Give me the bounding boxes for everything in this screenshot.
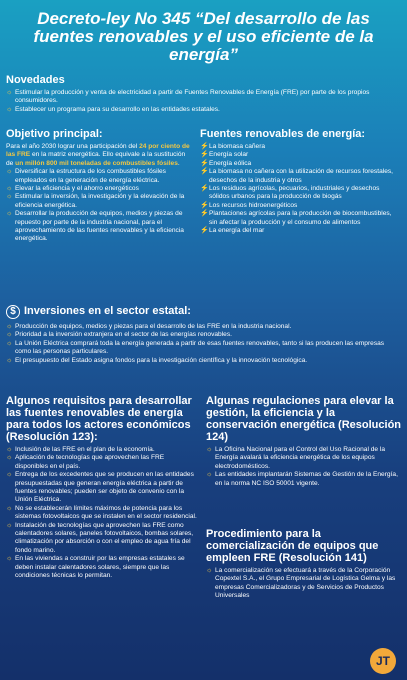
list-item: ☼ Entrega de los excedentes que se producen en las entidades presupuestadas que generan energía eléctrica a partir de fuentes renovables; pueden ser objeto de convenio con la Unión Eléctrica.	[6, 471, 198, 505]
procedimiento-section	[206, 528, 401, 601]
list-item: ⚡ Plantaciones agrícolas para la producción de biocombustibles, sin afectar la producción y el consumo de alimentos	[200, 210, 401, 227]
list-item: ⚡ La energía del mar	[200, 227, 401, 235]
list-item: ⚡ La biomasa no cañera con la utilización de recursos forestales, desechos de la industria y otros	[200, 168, 401, 185]
list-item: ☼ Prioridad a la inversión extranjera en el sector de las energías renovables.	[6, 331, 401, 339]
list-item: ☼ Desarrollar la producción de equipos, medios y piezas de repuesto por parte de la industria nacional, para el aprovechamiento de las fuentes renovables y la eficiencia energética.	[6, 210, 194, 244]
list-item: ☼ Elevar la eficiencia y el ahorro energéticos	[6, 185, 194, 193]
list-item: ☼ Aplicación de tecnologías que aprovechen las FRE disponibles en el país.	[6, 454, 198, 471]
regulaciones-section	[206, 395, 401, 488]
list-item: ☼ En las viviendas a construir por las empresas estatales se deben instalar calentadores solares, siempre que las condiciones técnicas lo permitan.	[6, 555, 198, 580]
text: .	[177, 159, 180, 167]
list-item: ☼ No se establecerán límites máximos de potencia para los sistemas fotovoltaicos que se instalen en el sector residencial.	[6, 505, 198, 522]
list-item: ☼ La comercialización se efectuará a través de la Corporación Copextel S.A., el Grupo Empresarial de Logística Gelma y las empresas Comercializadoras y de Servicios de Productos Universales	[206, 567, 401, 601]
procedimiento-heading: Procedimiento para la comercialización de equipos que empleen FRE (Resolución 141)	[206, 528, 379, 564]
highlight: un millón 800 mil toneladas de combustibles fósiles	[15, 159, 178, 167]
list-item: ☼ La Unión Eléctrica comprará toda la energía generada a partir de esas fuentes renovables, tanto si las producen las empresas como las personas particulares.	[6, 340, 401, 357]
requisitos-heading: Algunos requisitos para desarrollar las fuentes renovables de energía para todos los actores económicos (Resolución 123):	[6, 395, 192, 443]
objetivo-heading: Objetivo principal:	[6, 128, 103, 140]
list-item: ⚡ Energía solar	[200, 151, 401, 159]
inversiones-section	[6, 303, 401, 365]
inversiones-heading	[6, 305, 401, 319]
list-item: ☼ Las entidades implantarán Sistemas de Gestión de la Energía, en la norma NC ISO 50001 vigente.	[206, 471, 401, 488]
list-item: ⚡ Energía eólica	[200, 160, 401, 168]
list-item: ⚡ Los residuos agrícolas, pecuarios, industriales y desechos sólidos urbanos para la producción de biogás	[200, 185, 401, 202]
regulaciones-heading: Algunas regulaciones para elevar la gestión, la eficiencia y la conservación energética (Resolución 124)	[206, 395, 402, 443]
list-item: ☼ La Oficina Nacional para el Control del Uso Racional de la Energía avalará la eficiencia energética de los equipos electrodomésticos.	[206, 446, 401, 471]
list-item: ☼ Diversificar la estructura de los combustibles fósiles empleados en la generación de energía eléctrica.	[6, 168, 194, 185]
list-item: ☼ Estimular la producción y venta de electricidad a partir de Fuentes Renovables de Energía (FRE) por parte de los propios consumidores.	[6, 89, 401, 106]
requisitos-section	[6, 395, 198, 581]
list-item: ☼ Producción de equipos, medios y piezas para el desarrollo de las FRE en la industria nacional.	[6, 323, 401, 331]
fuentes-heading: Fuentes renovables de energía:	[200, 128, 366, 140]
logo: JT	[370, 648, 396, 674]
objetivo-section	[6, 128, 194, 244]
page-title: Decreto-ley No 345 “Del desarrollo de las fuentes renovables y el uso eficiente de la energía”	[33, 9, 374, 64]
text: en la matriz energética. Ello equivale a la sustitución de	[6, 151, 186, 167]
list-item: ☼ Instalación de tecnologías que aprovechen las FRE como calentadores solares, paneles fotovoltaicos, bombas solares, climatización por absorción o con el empleo de agua fría del fondo marino.	[6, 522, 198, 556]
highlight: 24 por ciento de las FRE	[6, 143, 190, 159]
novedades-heading: Novedades	[6, 74, 65, 86]
objetivo-intro	[6, 143, 194, 168]
heading-text: Inversiones en el sector estatal:	[24, 305, 191, 317]
text: Para el año 2030 lograr una participación del	[6, 143, 140, 150]
list-item: ☼ El presupuesto del Estado asigna fondos para la investigación científica y la innovación tecnológica.	[6, 357, 401, 365]
list-item: ⚡ La biomasa cañera	[200, 143, 401, 151]
list-item: ☼ Establecer un programa para su desarrollo en las entidades estatales.	[6, 106, 401, 114]
list-item: ☼ Estimular la inversión, la investigación y la elevación de la eficiencia energética.	[6, 193, 194, 210]
dollar-icon: $	[6, 305, 20, 319]
novedades-section	[6, 74, 401, 114]
list-item: ☼ Inclusión de las FRE en el plan de la economía.	[6, 446, 198, 454]
fuentes-section	[200, 128, 401, 235]
list-item: ⚡ Los recursos hidroenergéticos	[200, 202, 401, 210]
